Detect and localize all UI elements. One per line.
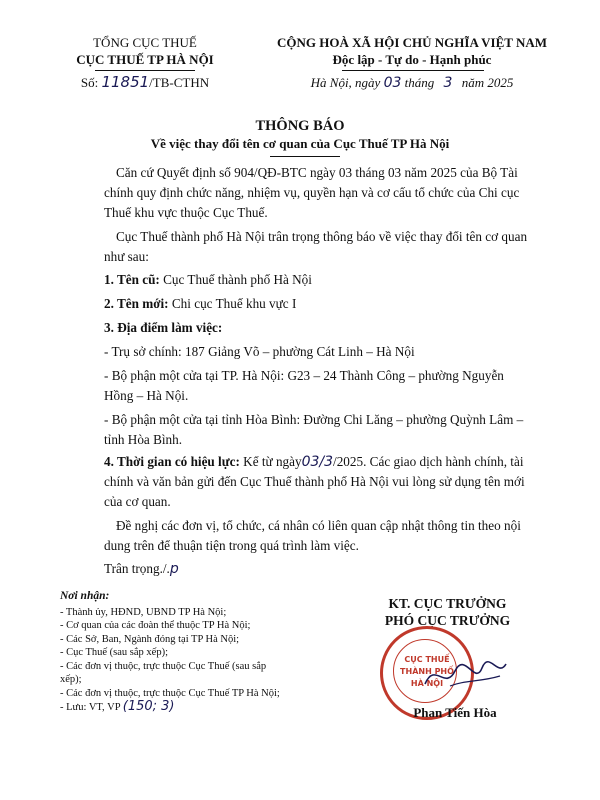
header-right-divider <box>342 70 484 71</box>
request-paragraph: Đề nghị các đơn vị, tổ chức, cá nhân có liên quan cập nhật thông tin theo nội dung trên để thuận tiện trong quá trình làm việc. <box>104 518 521 553</box>
effective-date-item: 4. Thời gian có hiệu lực: Kể từ ngày03/3/2025. Các giao dịch hành chính, tài chính và văn bản gửi đến Cục Thuế thành phố Hà Nội vui lòng sử dụng tên mới của cơ quan. <box>104 454 525 509</box>
national-motto: Độc lập - Tự do - Hạnh phúc <box>332 52 492 67</box>
new-name-item: 2. Tên mới: Chi cục Thuế khu vực I <box>104 296 297 311</box>
issuing-agency-block <box>60 34 230 91</box>
title-divider <box>270 156 340 157</box>
signer-title: PHÓ CỤC TRƯỞNG <box>384 613 511 628</box>
notice-subject: Về việc thay đổi tên cơ quan của Cục Thuế TP Hà Nội <box>150 136 450 151</box>
official-seal: CỤC THUẾ THÀNH PHỐ HÀ NỘI <box>380 626 474 720</box>
recipients-heading: Nơi nhận: <box>60 590 110 602</box>
work-location-heading: 3. Địa điểm làm việc: <box>104 320 223 335</box>
recipient-item: - Cục Thuế (sau sắp xếp); <box>60 647 168 658</box>
recipient-item: - Các đơn vị thuộc, trực thuộc Cục Thuế (sau sắp xếp); <box>60 660 267 685</box>
signer-authority: KT. CỤC TRƯỞNG <box>388 596 507 611</box>
recipient-item: - Thành ủy, HĐND, UBND TP Hà Nội; <box>60 606 227 618</box>
effective-date-handwritten: 03/3 <box>301 454 334 470</box>
location-hanoi-one-stop: - Bộ phận một cửa tại TP. Hà Nội: G23 – 24 Thành Công – phường Nguyễn Hồng – Hà Nội. <box>104 368 504 403</box>
document-number: Số: 11851/TB-CTHN <box>80 73 210 91</box>
parent-agency: TỔNG CỤC THUẾ <box>93 35 197 50</box>
national-header-block <box>262 34 562 92</box>
archive-line: - Lưu: VT, VP (150; 3) <box>60 699 175 714</box>
old-name-item: 1. Tên cũ: Cục Thuế thành phố Hà Nội <box>104 272 312 287</box>
issue-date: Hà Nội, ngày 03 tháng 3 năm 2025 <box>310 75 514 91</box>
handwritten-signature <box>420 656 510 696</box>
nation-title: CỘNG HOÀ XÃ HỘI CHỦ NGHĨA VIỆT NAM <box>276 35 548 50</box>
recipient-item: - Các đơn vị thuộc, trực thuộc Cục Thuế TP Hà Nội; <box>60 687 280 699</box>
location-hoabinh-one-stop: - Bộ phận một cửa tại tỉnh Hòa Bình: Đường Chi Lăng – phường Quỳnh Lâm – tỉnh Hòa Bình. <box>104 412 524 447</box>
location-headquarters: - Trụ sở chính: 187 Giảng Võ – phường Cát Linh – Hà Nội <box>104 344 415 359</box>
signature-block <box>360 595 535 629</box>
header-left-divider <box>95 70 195 71</box>
announcement-paragraph: Cục Thuế thành phố Hà Nội trân trọng thông báo về việc thay đổi tên cơ quan như sau: <box>104 229 528 264</box>
document-number-handwritten: 11851 <box>101 73 150 91</box>
closing-line: Trân trọng./.p <box>104 561 179 577</box>
notice-title-block <box>60 117 540 153</box>
recipient-item: - Các Sở, Ban, Ngành đóng tại TP Hà Nội; <box>60 633 240 645</box>
legal-basis-paragraph: Căn cứ Quyết định số 904/QĐ-BTC ngày 03 tháng 03 năm 2025 của Bộ Tài chính quy định chức năng, nhiệm vụ, quyền hạn và cơ cấu tổ chức của Chi cục Thuế khu vực thuộc Cục Thuế. <box>104 165 520 220</box>
agency-name: CỤC THUẾ TP HÀ NỘI <box>76 52 214 67</box>
notice-heading: THÔNG BÁO <box>255 118 345 134</box>
recipients-block <box>60 590 280 715</box>
signer-name: Phan Tiến Hòa <box>413 705 497 720</box>
recipient-item: - Cơ quan của các đoàn thể thuộc TP Hà Nội; <box>60 620 251 631</box>
